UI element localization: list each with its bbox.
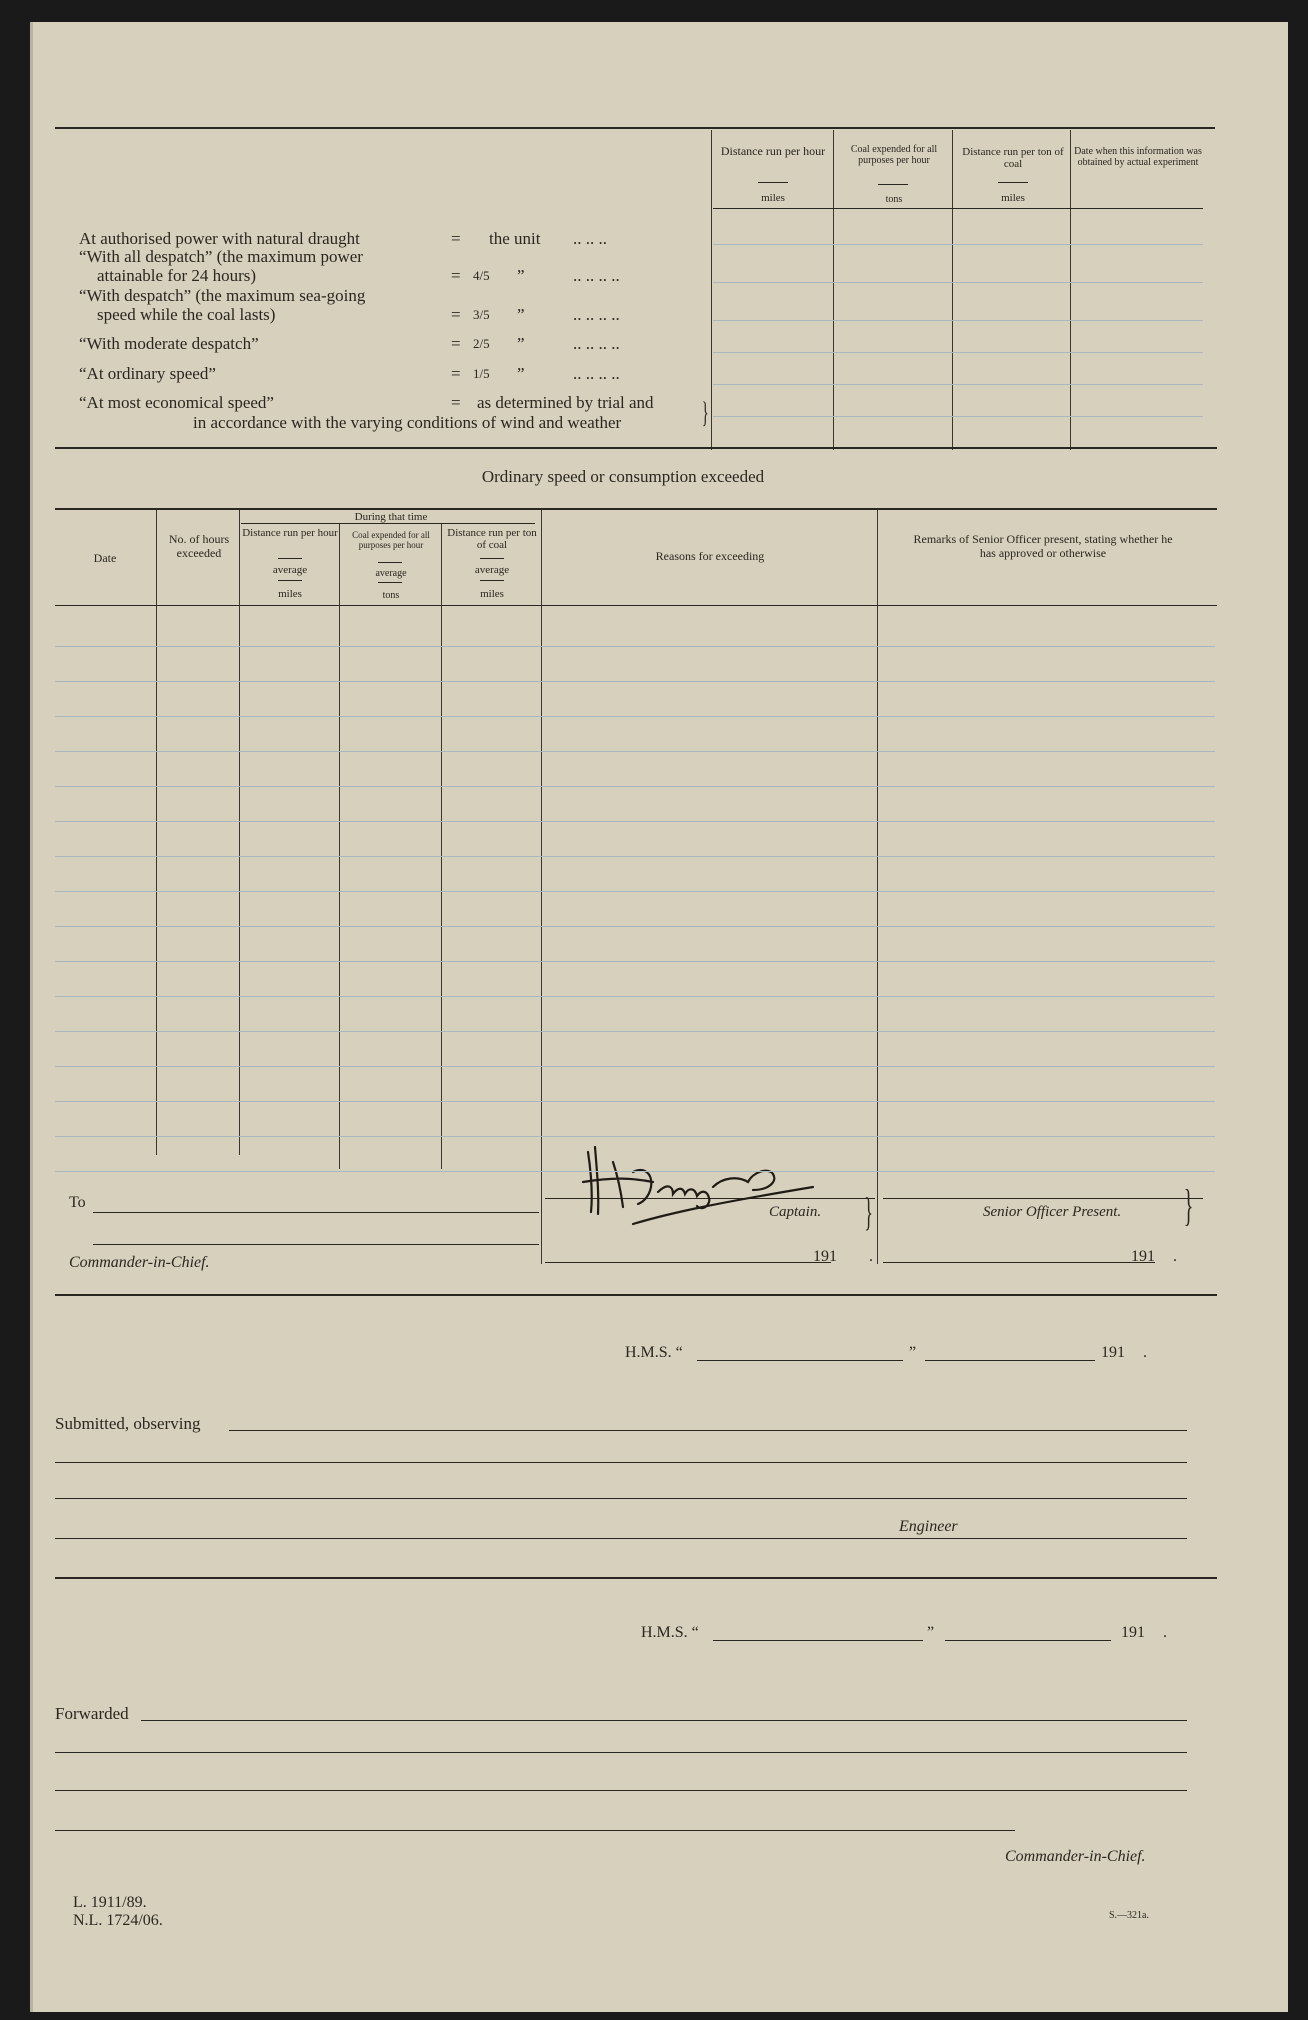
header-underline <box>713 208 1203 209</box>
col-unit: miles <box>278 588 302 600</box>
ruled-line <box>55 1101 1215 1102</box>
form-page: Distance run per hour miles Coal expended for all purposes per hour tons Distance run per ton of coal miles Date when this information was obtained by actual experiment At authorised power with natural draught = the unit .. .. .. “With all despatch” (the maximum power attainable for 24 hours) = 4/5 ” .. .. .. .. “With despatch” (the maximum sea-going speed while the coal lasts) = 3/5 ” .. .. .. .. “With moderate despatch” = 2/5 ” .. .. .. .. “At ordinary speed” = 1/5 ” .. .. .. .. “At most economical speed” = as determined by trial and in accordance with the varying conditions of wind and weather } Ordinary speed or consumption exceeded During that time Date No. of hours exceeded Distance run per hour average miles Coal expended for all purposes per hour average tons Distance run per ton of coal average miles Reasons for exceeding Remarks of Senior Officer present, stating whether he has approved or otherwise To Commander-in-Chief. Captain. } 191 . Senior Officer Present. } 191 . H.M.S. “ ” 191 . Submitted, observing Engineer H.M.S. “ ” 191 . Forwarded Commander-in-Chief. L. 1911/89. N.L. 1724/06. S.—321a. <box>30 22 1288 2012</box>
header-unit: miles <box>761 192 785 204</box>
col-average: average <box>375 568 407 579</box>
row-fraction: 4/5 <box>473 268 490 283</box>
ship-name-line[interactable] <box>697 1360 903 1361</box>
hms-label: H.M.S. “ <box>641 1624 699 1641</box>
row-despatch-label2: speed while the coal lasts) <box>97 305 276 324</box>
group-underline <box>241 523 535 524</box>
row-eq: = <box>451 334 461 353</box>
row-all-despatch-label2: attainable for 24 hours) <box>97 266 257 285</box>
observing-line[interactable] <box>229 1430 1187 1431</box>
col-perton: Distance run per ton of coal <box>447 527 537 551</box>
to-label: To <box>69 1194 86 1211</box>
ruled-line <box>55 926 1215 927</box>
col-average: average <box>474 564 510 576</box>
row-dots: .. .. .. <box>573 229 607 248</box>
row-eq: = <box>451 305 461 324</box>
observing-line[interactable] <box>55 1498 1187 1499</box>
forward-line[interactable] <box>55 1752 1187 1753</box>
close-quote: ” <box>927 1624 935 1641</box>
date-line[interactable] <box>945 1640 1111 1641</box>
ruled-line <box>55 1171 1215 1172</box>
col-average: average <box>272 564 308 576</box>
cinc-sign-label: Commander-in-Chief. <box>1005 1848 1146 1865</box>
col-hours: No. of hours exceeded <box>168 532 230 560</box>
ruled-line <box>55 961 1215 962</box>
ruled-line <box>55 1031 1215 1032</box>
engineer-sign-line[interactable] <box>55 1538 1187 1539</box>
forwarded-label: Forwarded <box>55 1704 129 1723</box>
senior-date-line[interactable] <box>883 1262 1155 1263</box>
section-rule <box>55 447 1217 449</box>
row-eq: = <box>451 393 461 412</box>
header-dash <box>758 182 788 183</box>
row-dots: .. .. .. .. <box>573 266 620 285</box>
row-ordinary-label: “At ordinary speed” <box>79 364 216 383</box>
row-ditto: ” <box>517 266 525 285</box>
section-rule <box>55 1577 1217 1579</box>
top-rule <box>55 127 1215 129</box>
row-dots: .. .. .. .. <box>573 364 620 383</box>
ship-name-line[interactable] <box>713 1640 923 1641</box>
row-economical-label: “At most economical speed” <box>79 393 274 412</box>
brace: } <box>701 396 709 429</box>
senior-label: Senior Officer Present. <box>983 1204 1122 1220</box>
col-divider <box>952 130 953 450</box>
header-distance-per-ton: Distance run per ton of coal <box>962 146 1064 170</box>
ruled-line <box>55 751 1215 752</box>
table-header-rule <box>55 605 1217 606</box>
ruled-line <box>55 891 1215 892</box>
col-reasons: Reasons for exceeding <box>655 549 765 563</box>
row-moderate-label: “With moderate despatch” <box>79 334 259 353</box>
row-eq: = <box>451 229 461 248</box>
row-dots: .. .. .. .. <box>573 334 620 353</box>
col-divider <box>1070 130 1071 450</box>
cinc-label: Commander-in-Chief. <box>69 1254 210 1271</box>
ruled-line <box>55 1136 1215 1137</box>
to-line[interactable] <box>93 1212 539 1213</box>
brace: } <box>864 1189 873 1234</box>
senior-year: 191 <box>1131 1248 1155 1265</box>
year-label: 191 <box>1101 1344 1125 1361</box>
ref-1: L. 1911/89. <box>73 1894 147 1911</box>
header-distance-per-hour: Distance run per hour <box>720 144 826 158</box>
row-despatch-label: “With despatch” (the maximum sea-going <box>79 286 366 305</box>
col-distance: Distance run per hour <box>242 527 338 539</box>
captain-year: 191 <box>813 1248 837 1265</box>
row-economical-label2: in accordance with the varying conditions of wind and weather <box>193 413 622 432</box>
header-date-obtained: Date when this information was obtained by actual experiment <box>1074 146 1202 168</box>
row-ditto: ” <box>517 364 525 383</box>
form-number: S.—321a. <box>1109 1910 1149 1921</box>
forward-line[interactable] <box>55 1790 1187 1791</box>
exceeded-title: Ordinary speed or consumption exceeded <box>481 467 765 486</box>
row-value: the unit <box>489 229 541 248</box>
ref-2: N.L. 1724/06. <box>73 1912 163 1929</box>
row-fraction: 2/5 <box>473 336 490 351</box>
brace: } <box>1183 1181 1194 1230</box>
section-rule <box>55 1294 1217 1296</box>
row-authorised-label: At authorised power with natural draught <box>79 229 360 248</box>
row-ditto: ” <box>517 305 525 324</box>
submitted-label: Submitted, observing <box>55 1414 201 1433</box>
row-dots: .. .. .. .. <box>573 305 620 324</box>
ruled-line <box>55 646 1215 647</box>
ruled-line <box>55 1066 1215 1067</box>
row-fraction: 1/5 <box>473 366 490 381</box>
header-dash <box>998 182 1028 183</box>
ruled-line <box>55 996 1215 997</box>
hms-label: H.M.S. “ <box>625 1344 683 1361</box>
forward-line[interactable] <box>141 1720 1187 1721</box>
cinc-sign-line[interactable] <box>55 1830 1015 1831</box>
year-label: 191 <box>1121 1624 1145 1641</box>
row-value: as determined by trial and <box>477 393 654 412</box>
table-top-rule <box>55 508 1217 510</box>
row-eq: = <box>451 266 461 285</box>
close-quote: ” <box>909 1344 917 1361</box>
group-header: During that time <box>354 511 428 523</box>
row-fraction: 3/5 <box>473 307 490 322</box>
captain-label: Captain. <box>769 1204 822 1220</box>
col-divider <box>711 130 712 450</box>
col-divider <box>833 130 834 450</box>
ruled-line <box>55 856 1215 857</box>
date-line[interactable] <box>925 1360 1095 1361</box>
header-dash <box>878 184 908 185</box>
col-coal: Coal expended for all purposes per hour <box>352 530 430 550</box>
ruled-line <box>55 786 1215 787</box>
observing-line[interactable] <box>55 1462 1187 1463</box>
col-date: Date <box>93 551 117 565</box>
ruled-line <box>55 716 1215 717</box>
ruled-line <box>55 821 1215 822</box>
row-all-despatch-label: “With all despatch” (the maximum power <box>79 247 363 266</box>
col-remarks: Remarks of Senior Officer present, stating whether he has approved or otherwise <box>913 532 1173 560</box>
col-unit: tons <box>382 590 400 601</box>
header-coal-per-hour: Coal expended for all purposes per hour <box>850 144 938 166</box>
row-eq: = <box>451 364 461 383</box>
ruled-line <box>55 681 1215 682</box>
senior-line[interactable] <box>883 1198 1203 1199</box>
header-unit: tons <box>885 194 903 205</box>
captain-date-line[interactable] <box>545 1262 831 1263</box>
header-unit: miles <box>1001 192 1025 204</box>
row-ditto: ” <box>517 334 525 353</box>
col-unit: miles <box>480 588 504 600</box>
engineer-label: Engineer <box>899 1518 958 1535</box>
